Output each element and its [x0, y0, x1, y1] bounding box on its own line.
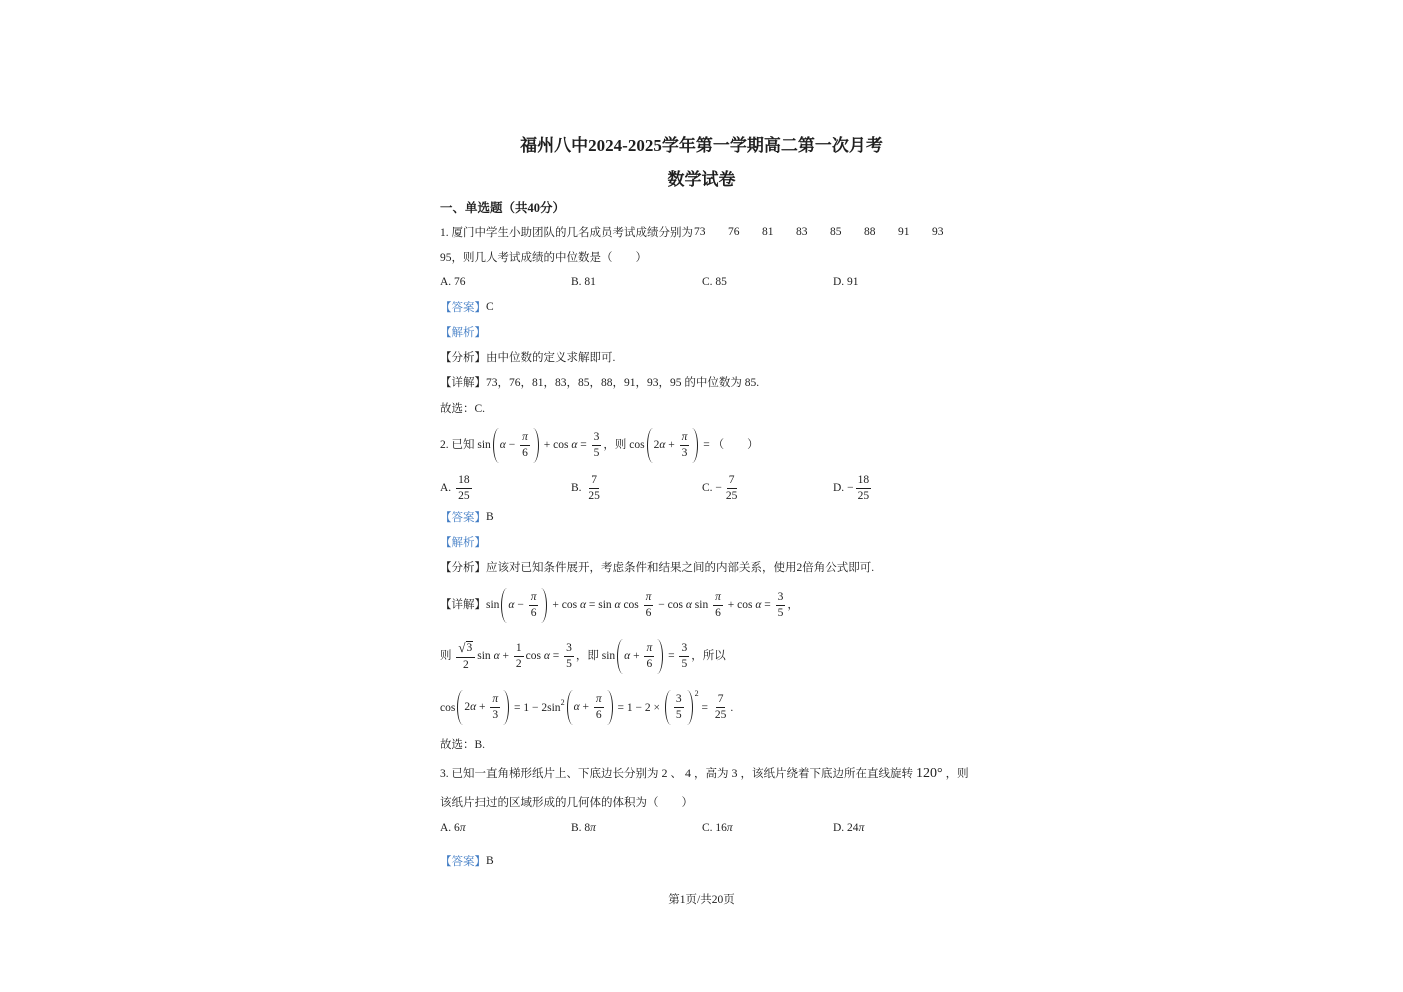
question-1-answer [440, 297, 494, 317]
score-value: 91 [898, 226, 910, 238]
question-2-solution-heading [440, 532, 486, 552]
math-text: − [514, 598, 527, 611]
math-variable: π [858, 822, 865, 834]
parenthesized-group [499, 588, 549, 623]
parenthesized-group [615, 639, 665, 674]
math-text: cos [620, 598, 642, 611]
stem-text: ，则 [945, 767, 969, 780]
option-a [440, 822, 571, 834]
math-text: D. 24 [833, 822, 859, 834]
math-text: = [577, 438, 590, 451]
fraction-numerator: 3 [674, 693, 684, 708]
math-text: 2 [464, 701, 471, 714]
fraction [514, 642, 524, 671]
paren-content [654, 431, 692, 460]
right-paren [533, 428, 539, 463]
fraction-denominator: 2 [462, 658, 469, 671]
fraction [490, 693, 500, 722]
answer-value: C [486, 301, 494, 313]
document-title-text: 福州八中2024-2025学年第一学期高二第一次月考 [520, 135, 883, 155]
math-text: + [630, 649, 643, 662]
question-2-step-3 [440, 685, 733, 729]
analysis-tag: 【分析】 [440, 562, 486, 574]
option-d: D. 91 [833, 276, 859, 288]
math-variable: α [499, 438, 506, 451]
question-1-stem-line-2 [440, 247, 647, 267]
question-2-conclusion [440, 734, 485, 754]
fraction-denominator: 5 [566, 657, 572, 670]
fraction-denominator: 6 [646, 657, 653, 670]
fraction [520, 431, 530, 460]
math-text: C. 16 [702, 822, 727, 834]
question-3-stem-text-2: 该纸片扫过的区域形成的几何体的体积为（ ） [440, 797, 693, 809]
fraction [724, 474, 740, 503]
fraction-denominator: 25 [714, 709, 727, 722]
stem-text: ，该纸片绕着下底边所在直线旋转 [740, 767, 913, 780]
math-text: + [499, 649, 512, 662]
fraction [776, 591, 786, 620]
fraction-numerator [644, 642, 654, 657]
answer-tag: 【答案】 [440, 512, 486, 524]
question-2-answer [440, 507, 494, 527]
math-variable: π [646, 641, 653, 654]
math-text: + [665, 438, 678, 451]
document-subtitle [0, 166, 1403, 188]
option-c [702, 474, 833, 503]
question-1-stem-text-2: 95，则几人考试成绩的中位数是（ ） [440, 252, 647, 264]
math-text: sin [691, 598, 712, 611]
score-value: 76 [728, 226, 740, 238]
option-b [571, 822, 702, 834]
stem-text: 3. 已知一直角梯形纸片上、下底边长分别为 [440, 767, 659, 780]
math-text: = 1 − 2sin [511, 701, 561, 714]
fraction-denominator: 25 [588, 489, 600, 502]
fraction-denominator: 2 [515, 657, 522, 670]
rotation-angle: 120° [916, 765, 943, 781]
right-paren [692, 428, 698, 463]
right-paren [687, 690, 693, 725]
math-text: B. [571, 481, 585, 494]
math-text: . [730, 701, 734, 714]
math-text: A. [440, 481, 455, 494]
stem-text: ，高为 [694, 767, 729, 780]
score-value: 83 [796, 226, 808, 238]
fraction-denominator: 25 [857, 489, 870, 502]
fraction [592, 431, 602, 460]
fraction [679, 642, 689, 671]
fraction-numerator [713, 591, 723, 606]
question-2-stem [440, 423, 759, 467]
math-text: = [665, 649, 678, 662]
detail-formula [486, 590, 799, 619]
question-2-step-2 [440, 634, 726, 678]
fraction [456, 474, 472, 503]
math-variable: α [543, 649, 550, 662]
math-text: ，即 [575, 649, 602, 662]
fraction [529, 591, 539, 620]
fraction-numerator [644, 591, 654, 606]
math-text: cos [629, 438, 645, 451]
fraction-numerator: 18 [856, 474, 872, 489]
math-text: = （ ） [700, 438, 759, 451]
superscript: 2 [694, 688, 699, 698]
question-1-conclusion [440, 398, 485, 418]
upper-base-length: 2 [661, 765, 668, 780]
math-text: = sin [585, 598, 615, 611]
math-text: A. 6 [440, 822, 460, 834]
math-variable: α [614, 598, 621, 611]
right-paren [657, 639, 663, 674]
answer-value: B [486, 511, 494, 523]
fraction [713, 693, 729, 722]
answer-tag: 【答案】 [440, 856, 486, 868]
option-a: A. 76 [440, 276, 466, 288]
math-variable: α [573, 701, 580, 714]
left-paren [493, 428, 499, 463]
paren-content [672, 693, 686, 722]
option-c: C. 85 [702, 276, 727, 288]
score-value: 93 [932, 226, 944, 238]
math-variable: π [459, 822, 466, 834]
fraction [594, 693, 604, 722]
step-3-formula [440, 689, 733, 726]
fraction-numerator [680, 431, 690, 446]
math-text: + cos [549, 598, 580, 611]
question-1-analysis [440, 347, 615, 367]
question-3-stem-text [440, 765, 969, 782]
fraction-denominator: 25 [725, 489, 738, 502]
math-text: + cos [724, 598, 756, 611]
solution-tag: 【解析】 [440, 327, 486, 339]
paren-content [508, 591, 540, 620]
section-heading [440, 197, 565, 217]
detail-tag: 【详解】 [440, 598, 486, 611]
math-variable: α [579, 598, 586, 611]
fraction-denominator: 6 [715, 606, 721, 619]
document-subtitle-text: 数学试卷 [667, 169, 736, 189]
math-text: ，则 [603, 438, 630, 451]
answer-tag: 【答案】 [440, 302, 486, 314]
detail-text: 73，76，81，83，85，88，91，93，95 的中位数为 85. [486, 377, 760, 389]
fraction-denominator: 5 [777, 606, 784, 619]
question-1-options [440, 272, 964, 292]
parenthesized-group [455, 690, 511, 725]
math-text: D. [833, 481, 848, 494]
analysis-text: 应该对已知条件展开，考虑条件和结果之间的内部关系，使用2倍角公式即可. [486, 562, 875, 574]
page-footer [0, 889, 1403, 909]
math-variable: α [470, 701, 477, 714]
left-paren [665, 690, 671, 725]
math-variable: π [645, 590, 652, 603]
math-text: − [847, 481, 854, 494]
fraction-denominator: 5 [681, 657, 688, 670]
detail-tag: 【详解】 [440, 377, 486, 389]
radicand: 3 [466, 641, 473, 654]
fraction-numerator: 7 [727, 474, 737, 489]
math-text: sin [486, 598, 500, 611]
math-text: 则 [440, 649, 455, 662]
fraction-denominator: 5 [593, 446, 600, 459]
section-heading-text: 一、单选题（共40分） [440, 201, 566, 215]
left-paren [617, 639, 623, 674]
math-variable: α [624, 649, 631, 662]
fraction-numerator: 3 [776, 591, 786, 606]
option-d [833, 474, 964, 503]
math-text: − [505, 438, 519, 451]
analysis-text: 由中位数的定义求解即可. [486, 352, 616, 364]
fraction-numerator [594, 693, 604, 708]
math-text: = [549, 649, 563, 662]
parenthesized-group [565, 690, 615, 725]
question-2-detail [440, 583, 799, 627]
fraction [644, 642, 654, 671]
paren-content [574, 693, 606, 722]
score-value: 73 [694, 226, 706, 238]
option-a [440, 474, 571, 503]
math-variable: α [493, 649, 500, 662]
fraction-numerator: 1 [514, 642, 524, 657]
fraction [680, 431, 690, 460]
paren-content [500, 431, 532, 460]
fraction-denominator: 25 [458, 489, 470, 502]
math-variable: π [522, 430, 528, 443]
score-value: 85 [830, 226, 842, 238]
left-paren [647, 428, 653, 463]
superscript: 2 [560, 697, 565, 707]
question-2-stem-formula [440, 428, 759, 463]
math-text: cos [525, 649, 544, 662]
question-1-stem-line-1 [440, 222, 966, 242]
math-text: + [579, 701, 592, 714]
fraction [564, 642, 574, 671]
fraction-numerator: 3 [679, 642, 689, 657]
fraction-numerator: 7 [716, 693, 726, 708]
left-paren [501, 588, 507, 623]
parenthesized-group [663, 690, 695, 725]
square-root [458, 641, 473, 654]
fraction-denominator: 6 [522, 446, 528, 459]
right-paren [503, 690, 509, 725]
fraction [674, 693, 684, 722]
lower-base-length: 4 [685, 765, 691, 780]
fraction-denominator: 6 [595, 709, 602, 722]
question-3-stem-line-2 [440, 792, 693, 812]
math-text: + cos [540, 438, 572, 451]
question-2-analysis [440, 557, 874, 577]
math-text: C. [702, 481, 716, 494]
fraction [456, 641, 475, 672]
math-text: sin [477, 438, 491, 451]
question-1-detail [440, 372, 759, 392]
fraction [713, 591, 723, 620]
math-variable: α [659, 438, 666, 451]
math-text: ，所以 [691, 649, 726, 662]
page-number: 第1页/共20页 [668, 894, 735, 906]
question-3-options [440, 818, 964, 838]
math-text: − cos [655, 598, 686, 611]
left-paren [567, 690, 573, 725]
score-value: 81 [762, 226, 774, 238]
fraction-denominator: 6 [530, 606, 537, 619]
right-paren [541, 588, 547, 623]
math-text: cos [440, 701, 456, 714]
parenthesized-group [491, 428, 541, 463]
left-paren [457, 690, 463, 725]
fraction-numerator [490, 693, 500, 708]
fraction [644, 591, 654, 620]
question-1-solution-heading [440, 322, 486, 342]
detail-line [440, 588, 799, 623]
fraction-numerator [520, 431, 530, 446]
question-3-answer [440, 851, 494, 871]
fraction-numerator: 3 [592, 431, 602, 446]
fraction-numerator: 3 [564, 642, 574, 657]
paren-content [624, 642, 656, 671]
math-variable: π [530, 590, 537, 603]
question-1-stem-text: 1. 厦门中学生小助团队的几名成员考试成绩分别为 [440, 227, 693, 239]
answer-value: B [486, 855, 494, 867]
math-variable: α [755, 598, 762, 611]
math-variable: π [492, 693, 499, 706]
analysis-tag: 【分析】 [440, 352, 486, 364]
math-variable: α [685, 598, 692, 611]
fraction [856, 474, 872, 503]
option-b [571, 474, 702, 503]
fraction-denominator: 3 [492, 709, 499, 722]
math-variable: α [571, 438, 578, 451]
math-text: 2 [653, 438, 660, 451]
fraction-numerator [456, 641, 475, 658]
solution-tag: 【解析】 [440, 537, 486, 549]
fraction-numerator: 18 [456, 474, 472, 489]
math-text: = [761, 598, 774, 611]
math-text: ， [787, 598, 799, 611]
document-title [0, 132, 1403, 154]
math-text: + [476, 701, 489, 714]
stem-text: 、 [670, 767, 682, 780]
conclusion-text: 故选：C. [440, 403, 486, 415]
math-text: = 1 − 2 × [614, 701, 663, 714]
conclusion-text: 故选：B. [440, 739, 486, 751]
step-2-formula [440, 639, 726, 674]
math-text: B. 8 [571, 822, 591, 834]
radical-sign: √ [458, 639, 466, 655]
option-b: B. 81 [571, 276, 596, 288]
score-value: 88 [864, 226, 876, 238]
fraction-numerator: 7 [589, 474, 599, 489]
question-2-options [440, 466, 964, 510]
fraction [586, 474, 602, 503]
math-variable: α [508, 598, 515, 611]
math-text: sin [477, 649, 494, 662]
math-text: 2. 已知 [440, 438, 478, 451]
math-variable: π [726, 822, 733, 834]
option-d [833, 822, 964, 834]
math-text: − [715, 481, 722, 494]
question-3-stem-line-1 [440, 763, 969, 783]
parenthesized-group [645, 428, 701, 463]
right-paren [607, 690, 613, 725]
math-variable: π [715, 590, 721, 603]
math-text: = [698, 701, 711, 714]
math-text: sin [601, 649, 616, 662]
height-value: 3 [731, 765, 738, 780]
math-variable: π [681, 430, 688, 443]
fraction-denominator: 6 [645, 606, 652, 619]
fraction-denominator: 3 [681, 446, 688, 459]
math-variable: π [590, 822, 596, 834]
math-variable: π [595, 693, 602, 706]
paren-content [464, 693, 502, 722]
score-list [694, 226, 966, 238]
fraction-denominator: 5 [675, 709, 682, 722]
option-c [702, 822, 833, 834]
fraction-numerator [529, 591, 539, 606]
